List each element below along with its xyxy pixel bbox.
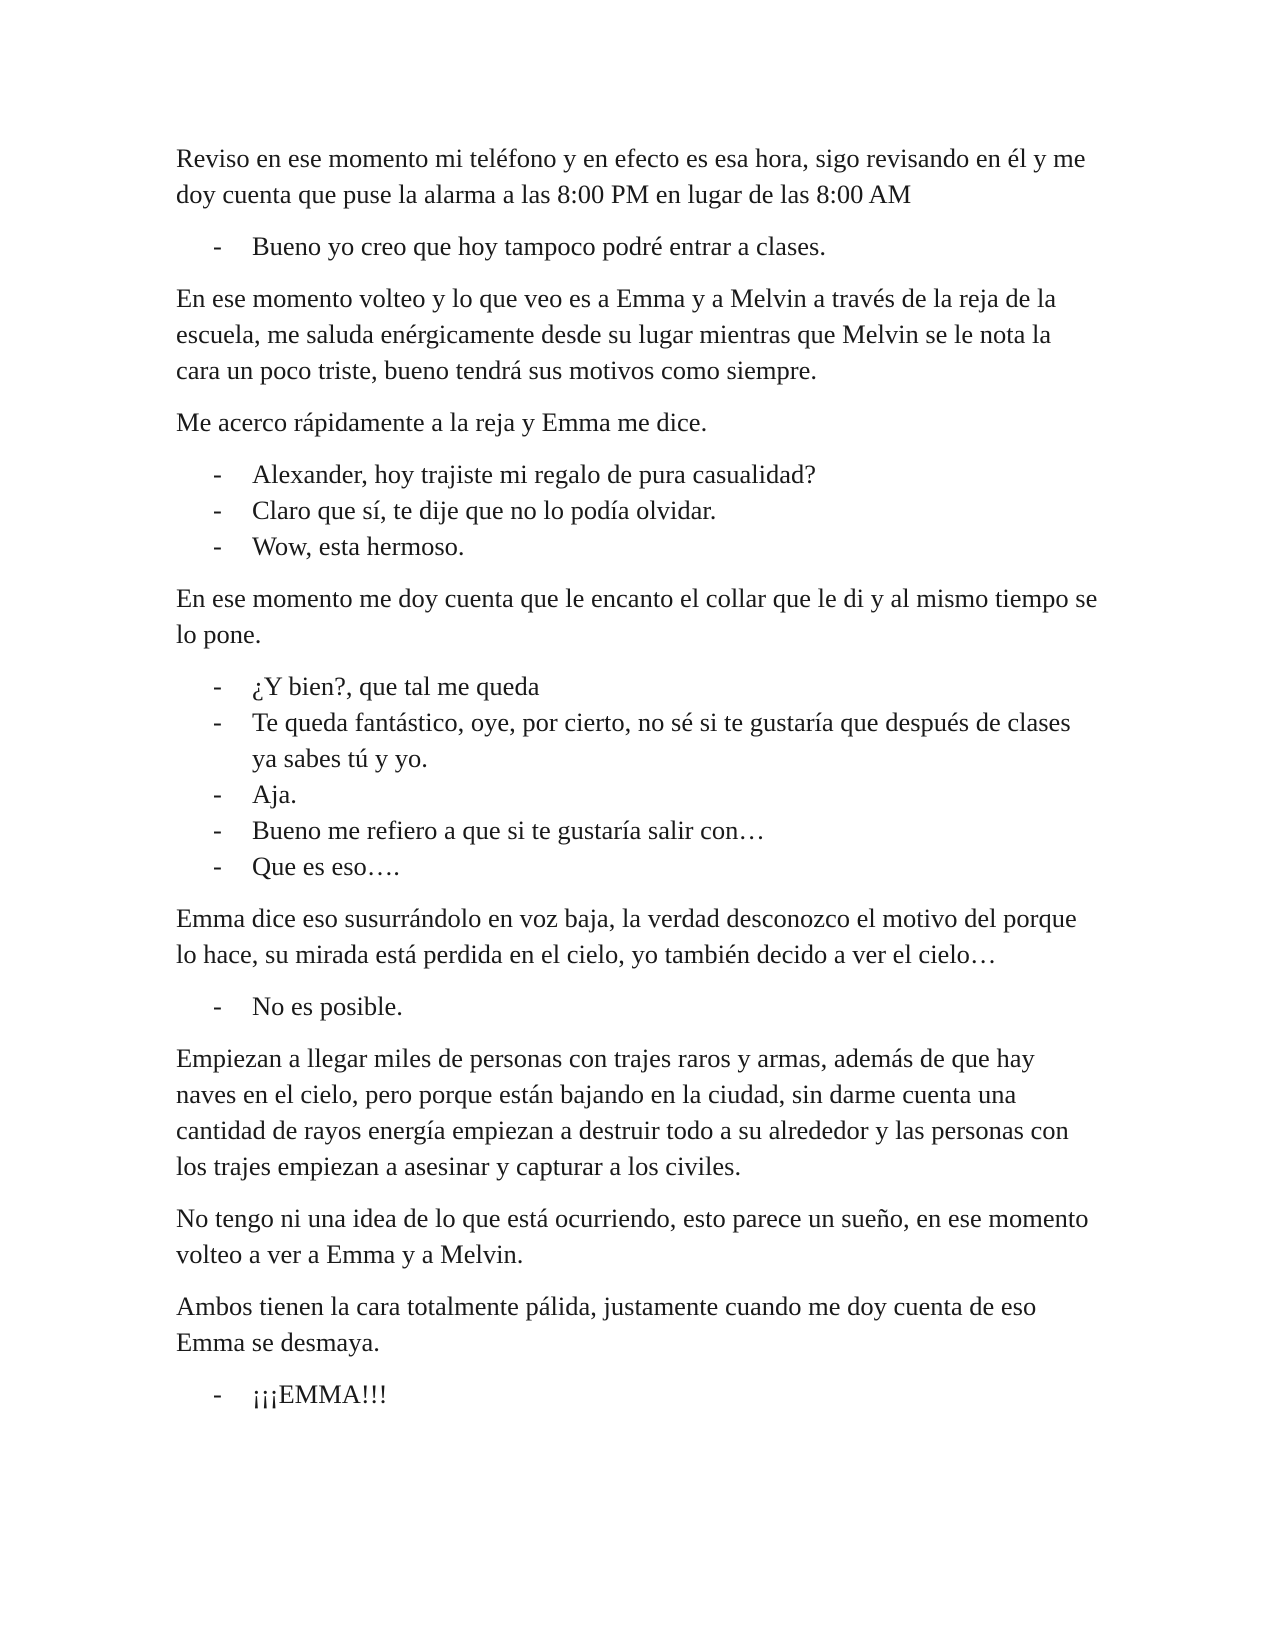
dialogue-text: Claro que sí, te dije que no lo podía olvidar. bbox=[252, 495, 717, 525]
dialogue-line bbox=[176, 704, 1101, 776]
paragraph: Me acerco rápidamente a la reja y Emma me dice. bbox=[176, 407, 708, 437]
document-body bbox=[176, 140, 1101, 1428]
paragraph: Emma dice eso susurrándolo en voz baja, la verdad desconozco el motivo del porque lo hace, su mirada está perdida en el cielo, yo también decido a ver el cielo… bbox=[176, 903, 1077, 969]
dialogue-dash-marker: - bbox=[213, 231, 222, 261]
dialogue-text: ¿Y bien?, que tal me queda bbox=[252, 671, 540, 701]
dialogue-list bbox=[176, 1376, 1101, 1412]
dialogue-dash-marker: - bbox=[213, 991, 222, 1021]
dialogue-text: Te queda fantástico, oye, por cierto, no sé si te gustaría que después de clases ya sabes tú y yo. bbox=[252, 707, 1071, 773]
dialogue-line bbox=[176, 776, 1101, 812]
dialogue-text: Que es eso…. bbox=[252, 851, 400, 881]
dialogue-dash-marker: - bbox=[213, 779, 222, 809]
dialogue-line bbox=[176, 812, 1101, 848]
dialogue-list bbox=[176, 988, 1101, 1024]
paragraph: No tengo ni una idea de lo que está ocurriendo, esto parece un sueño, en ese momento volteo a ver a Emma y a Melvin. bbox=[176, 1203, 1089, 1269]
paragraph: En ese momento volteo y lo que veo es a Emma y a Melvin a través de la reja de la escuela, me saluda enérgicamente desde su lugar mientras que Melvin se le nota la cara un poco triste, bueno tendrá sus motivos como siempre. bbox=[176, 283, 1057, 385]
dialogue-line bbox=[176, 848, 1101, 884]
dialogue-dash-marker: - bbox=[213, 707, 222, 737]
dialogue-line bbox=[176, 668, 1101, 704]
dialogue-dash-marker: - bbox=[213, 671, 222, 701]
dialogue-dash-marker: - bbox=[213, 851, 222, 881]
dialogue-text: Alexander, hoy trajiste mi regalo de pura casualidad? bbox=[252, 459, 817, 489]
dialogue-list bbox=[176, 668, 1101, 884]
paragraph: Empiezan a llegar miles de personas con trajes raros y armas, además de que hay naves en el cielo, pero porque están bajando en la ciudad, sin darme cuenta una cantidad de rayos energía empiezan a destruir todo a su alrededor y las personas con los trajes empiezan a asesinar y capturar a los civiles. bbox=[176, 1043, 1069, 1181]
dialogue-text: Aja. bbox=[252, 779, 297, 809]
dialogue-line bbox=[176, 528, 1101, 564]
dialogue-dash-marker: - bbox=[213, 815, 222, 845]
dialogue-dash-marker: - bbox=[213, 1379, 222, 1409]
dialogue-line bbox=[176, 492, 1101, 528]
paragraph: En ese momento me doy cuenta que le encanto el collar que le di y al mismo tiempo se lo pone. bbox=[176, 583, 1098, 649]
dialogue-text: ¡¡¡EMMA!!! bbox=[252, 1379, 388, 1409]
dialogue-line bbox=[176, 228, 1101, 264]
dialogue-list bbox=[176, 456, 1101, 564]
dialogue-dash-marker: - bbox=[213, 495, 222, 525]
dialogue-dash-marker: - bbox=[213, 459, 222, 489]
dialogue-text: Bueno me refiero a que si te gustaría salir con… bbox=[252, 815, 765, 845]
dialogue-line bbox=[176, 1376, 1101, 1412]
dialogue-line bbox=[176, 988, 1101, 1024]
dialogue-text: Bueno yo creo que hoy tampoco podré entrar a clases. bbox=[252, 231, 826, 261]
dialogue-dash-marker: - bbox=[213, 531, 222, 561]
paragraph: Ambos tienen la cara totalmente pálida, justamente cuando me doy cuenta de eso Emma se desmaya. bbox=[176, 1291, 1037, 1357]
dialogue-text: Wow, esta hermoso. bbox=[252, 531, 465, 561]
dialogue-text: No es posible. bbox=[252, 991, 403, 1021]
paragraph: Reviso en ese momento mi teléfono y en efecto es esa hora, sigo revisando en él y me doy cuenta que puse la alarma a las 8:00 PM en lugar de las 8:00 AM bbox=[176, 143, 1086, 209]
dialogue-line bbox=[176, 456, 1101, 492]
dialogue-list bbox=[176, 228, 1101, 264]
